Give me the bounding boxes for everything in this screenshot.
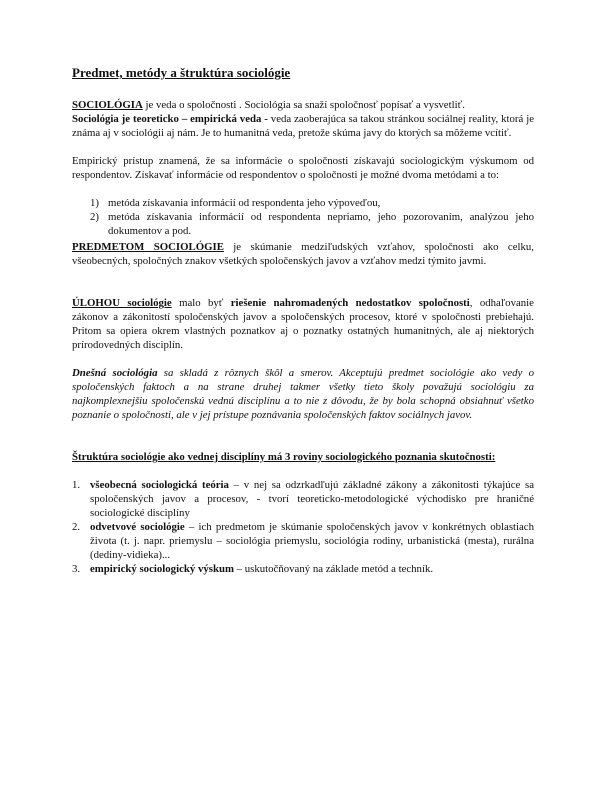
list-item-number: 2. xyxy=(72,521,81,533)
theory-empirical-text: veda zaoberajúca sa takou stránkou sociálnej reality, ktorá je známa aj v sociológii aj nám. Je to humanitná veda, pretože skúma javy do ktorých sa môžeme vcítiť. xyxy=(72,113,535,139)
theory-empirical-heading: Sociológia je teoreticko – empirická veda - xyxy=(72,113,268,125)
task-text-a: malo byť xyxy=(171,297,231,309)
list-item-number: 1. xyxy=(72,479,81,491)
list-item-number: 1) xyxy=(90,197,99,209)
list-item-term: všeobecná sociologická teória xyxy=(90,479,229,491)
structure-list xyxy=(72,478,534,576)
modern-sociology-paragraph xyxy=(72,366,534,422)
methods-list xyxy=(90,196,534,238)
task-bold-phrase: riešenie nahromadených nedostatkov spoločnosti xyxy=(230,297,470,309)
subject-text: je skúmanie medziľudských vzťahov, spoločnosti ako celku, všeobecných, spoločných znakov všetkých spoločenských javov a vzťahov medzi týmito javmi. xyxy=(72,241,534,267)
list-item xyxy=(72,478,534,520)
list-item-number: 2) xyxy=(90,211,99,223)
term-ulohou: ÚLOHOU sociológie xyxy=(72,297,172,309)
task-paragraph xyxy=(72,296,534,352)
empirical-approach-paragraph xyxy=(72,154,534,182)
list-item-text: metóda získavania informácií od respondenta jeho výpoveďou, xyxy=(108,197,381,209)
structure-heading: Štruktúra sociológie ako vednej disciplíny má 3 roviny sociologického poznania skutočnosti: xyxy=(72,451,496,463)
definition-text: je veda o spoločnosti . Sociológia sa snaží spoločnosť popísať a vysvetliť. xyxy=(142,99,465,111)
term-dnesna-sociologia: Dnešná sociológia xyxy=(72,367,158,379)
list-item-text: – ich predmetom je skúmanie spoločenských javov v konkrétnych oblastiach života (t. j. napr. priemyslu – sociológia priemyslu, sociológia rodiny, urbanistická (mesta), rurálna (dediny-vidieka)... xyxy=(90,521,534,561)
empirical-approach-text: Empirický prístup znamená, že sa informácie o spoločnosti získavajú sociologickým výskumom od respondentov. Získavať informácie od respondentov o spoločnosti je možné dvoma metódami a to: xyxy=(72,155,534,181)
list-item-text: – v nej sa odzrkadľujú základné zákony a zákonitosti týkajúce sa spoločenských javov a procesov, - tvorí teoreticko-metodologické východisko pre hraničné sociologické disciplíny xyxy=(90,479,534,519)
list-item-term: empirický sociologický výskum xyxy=(90,563,234,575)
task-text-b: , odhaľovanie zákonov a zákonitostí spoločenských javov a spoločenských procesov, ktoré v spoločnosti prebiehajú. Pritom sa opiera okrem vlastných poznatkov aj o poznatky ostatných humanitných, ale aj niektorých prírodovedných disciplín. xyxy=(72,297,534,351)
list-item xyxy=(72,520,534,562)
list-item-text: metóda získavania informácií od respondenta nepriamo, jeho pozorovaním, analýzou jeho dokumentov a pod. xyxy=(108,211,534,237)
list-item xyxy=(72,562,534,576)
document-title: Predmet, metódy a štruktúra sociológie xyxy=(72,65,291,80)
list-item-number: 3. xyxy=(72,563,81,575)
subject-paragraph xyxy=(72,240,534,268)
definition-paragraph xyxy=(72,98,534,140)
list-item xyxy=(90,210,534,238)
list-item-term: odvetvové sociológie xyxy=(90,521,185,533)
modern-sociology-text: sa skladá z rôznych škôl a smerov. Akceptujú predmet sociológie ako vedy o spoločenských faktoch a na strane druhej takmer všetky tieto školy považujú sociológiu za najkomplexnejšiu spoločenskú vednú disciplínu a to nie z dôvodu, že by bola schopná obsiahnuť všetko poznanie o spoločnosti, ale v jej prístupe poznávania spoločenských faktov sociálnych javov. xyxy=(72,367,535,421)
term-predmetom: PREDMETOM SOCIOLÓGIE xyxy=(72,241,224,253)
list-item-text: – uskutočňovaný na základe metód a techník. xyxy=(233,563,434,575)
term-sociologia: SOCIOLÓGIA xyxy=(72,99,143,111)
list-item xyxy=(90,196,534,210)
